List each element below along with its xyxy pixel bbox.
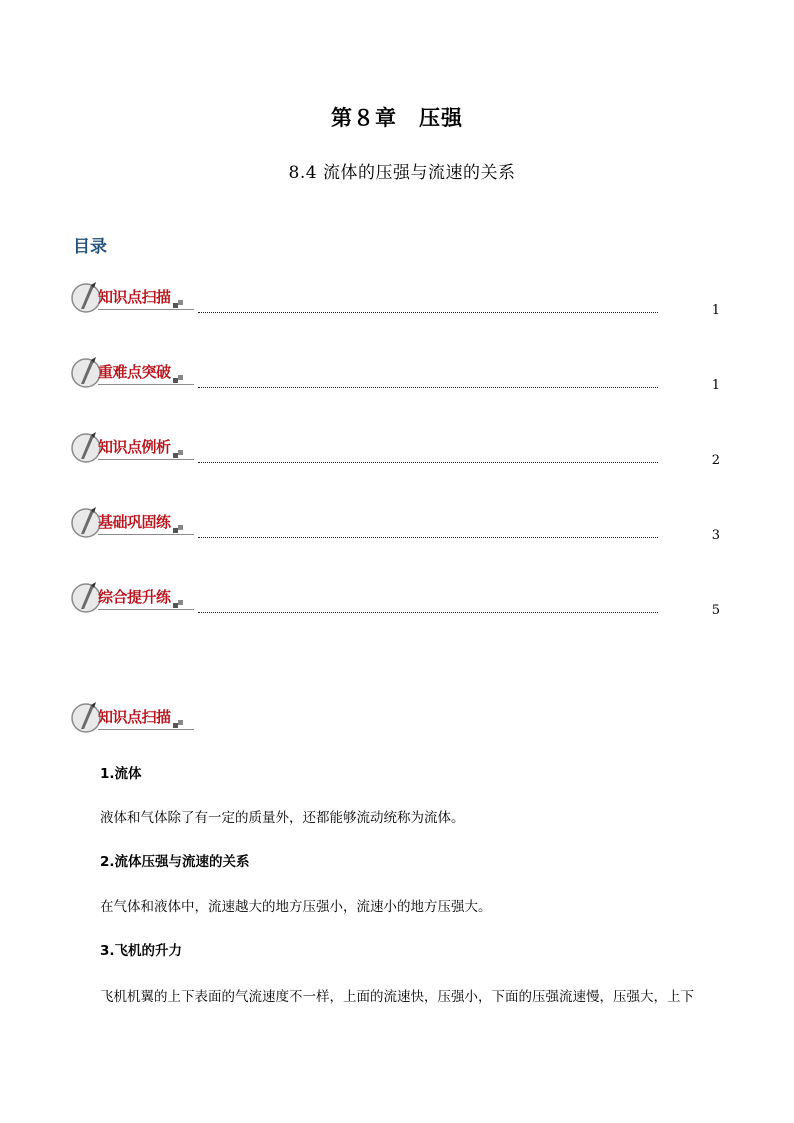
- toc-leader-dots: [198, 612, 658, 613]
- toc-badge: [70, 430, 195, 466]
- point-text: 在气体和液体中，流速越大的地方压强小，流速小的地方压强大。: [100, 899, 492, 915]
- toc-item-basic-practice[interactable]: [70, 505, 730, 545]
- toc-leader-dots: [198, 462, 658, 463]
- toc-item-label: 综合提升练: [98, 588, 171, 606]
- toc-badge: [70, 580, 195, 616]
- toc-leader-dots: [198, 537, 658, 538]
- badge-underline: [98, 384, 194, 385]
- badge-squares-decoration: [173, 300, 187, 308]
- point-text: 液体和气体除了有一定的质量外，还都能够流动统称为流体。: [100, 810, 465, 826]
- chapter-title: 第８章 压强: [331, 105, 463, 130]
- toc-item-label: 知识点扫描: [98, 288, 171, 306]
- toc-item-label: 重难点突破: [98, 363, 171, 381]
- badge-squares-decoration: [173, 525, 187, 533]
- point-heading: 3.飞机的升力: [100, 943, 183, 959]
- toc-item-key-difficulties[interactable]: [70, 355, 730, 395]
- toc-page-number: 1: [711, 378, 720, 393]
- toc-badge: [70, 505, 195, 541]
- toc-page-number: 5: [711, 603, 720, 618]
- badge-squares-decoration: [173, 450, 187, 458]
- section-title: 8.4 流体的压强与流速的关系: [288, 163, 516, 183]
- badge-squares-decoration: [173, 375, 187, 383]
- badge-underline: [98, 609, 194, 610]
- section-badge-label: 知识点扫描: [98, 708, 171, 726]
- toc-leader-dots: [198, 387, 658, 388]
- toc-badge: [70, 355, 195, 391]
- point-heading: 1.流体: [100, 766, 142, 782]
- point-heading: 2.流体压强与流速的关系: [100, 854, 250, 870]
- toc-leader-dots: [198, 312, 658, 313]
- toc-item-label: 知识点例析: [98, 438, 171, 456]
- section-badge-knowledge-scan: [70, 700, 195, 736]
- toc-item-comprehensive-practice[interactable]: [70, 580, 730, 620]
- toc-page-number: 3: [711, 528, 720, 543]
- badge-underline: [98, 459, 194, 460]
- toc-page-number: 1: [711, 303, 720, 318]
- badge-squares-decoration: [173, 720, 187, 728]
- badge-underline: [98, 729, 194, 730]
- toc-item-knowledge-scan[interactable]: [70, 280, 730, 320]
- badge-squares-decoration: [173, 600, 187, 608]
- toc-badge: [70, 280, 195, 316]
- point-text: 飞机机翼的上下表面的气流速度不一样，上面的流速快，压强小，下面的压强流速慢，压强大，上下: [100, 989, 694, 1005]
- toc-item-examples[interactable]: [70, 430, 730, 470]
- toc-page-number: 2: [711, 453, 720, 468]
- badge-underline: [98, 309, 194, 310]
- toc-item-label: 基础巩固练: [98, 513, 171, 531]
- toc-heading: 目录: [73, 237, 107, 257]
- badge-underline: [98, 534, 194, 535]
